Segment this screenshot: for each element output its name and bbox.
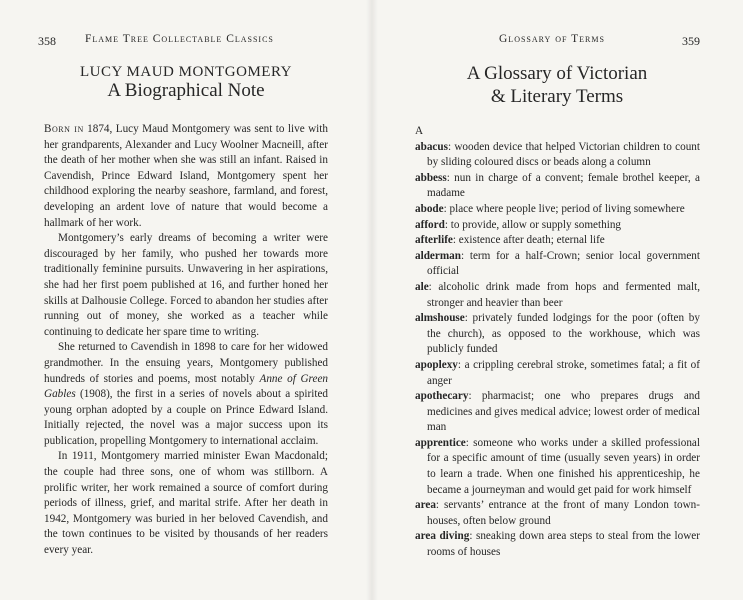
running-head-left: Flame Tree Collectable Classics <box>85 33 274 45</box>
book-title-italic: Anne of Green Gables <box>44 372 329 401</box>
paragraph: Montgomery’s early dreams of becoming a writer were discouraged by her family, who pushed her towards more traditionally feminine pursuits. Unwavering in her aspirations, she had her first poem published at 16, and further honed her skills at Dalhousie College. Forced to abandon her studies after running out of money, she worked as a teacher while continuing to dedicate her spare time to writing. <box>44 232 328 338</box>
gutter-shadow <box>366 0 378 600</box>
glossary-entry: apothecary: pharmacist; one who prepares drugs and medicines and gives medical advice; lowest order of medical man <box>415 390 700 434</box>
glossary-entry: abode: place where people live; period of living somewhere <box>415 202 685 215</box>
glossary-entry: apprentice: someone who works under a skilled professional for a specific amount of time (usually seven years) in order to learn a trade. When one finished his apprenticeship, he became a journeyman and would get paid for work himself <box>415 436 700 496</box>
glossary-letter-heading: A <box>415 125 424 137</box>
section-title: A Biographical Note <box>107 80 265 101</box>
glossary-entry: afterlife: existence after death; eternal life <box>415 234 605 247</box>
author-name: LUCY MAUD MONTGOMERY <box>80 64 292 80</box>
glossary-entry: area: servants’ entrance at the front of many London town-houses, often below ground <box>415 499 700 527</box>
lead-in: Born in <box>44 123 84 135</box>
glossary-title: A Glossary of Victorian & Literary Terms <box>466 63 648 107</box>
glossary-entry: ale: alcoholic drink made from hops and fermented malt, stronger and heavier than beer <box>415 280 700 309</box>
glossary-entry: afford: to provide, allow or supply something <box>415 218 622 231</box>
page-number-right: 359 <box>682 34 700 48</box>
paragraph: She returned to Cavendish in 1898 to care for her widowed grandmother. In the ensuing years, Montgomery published hundreds of stories and poems, most notably Anne of Green Gables (1908), the first in a series of novels about a spirited young orphan adopted by a couple on Prince Edward Island. Initially rejected, the novel was a major success upon its publication, propelling Montgomery to international acclaim. <box>44 341 329 447</box>
glossary-entry: abacus: wooden device that helped Victorian children to count by sliding coloured discs or beads along a column <box>415 140 700 169</box>
paragraph: Born in 1874, Lucy Maud Montgomery was sent to live with her grandparents, Alexander and Lucy Woolner Macneill, after the death of her mother when she was still an infant. Raised in Cavendish, Prince Edward Island, Montgomery spent her childhood exploring the nearby seashore, farmland, and forest, developing an ardent love of nature that would become a hallmark of her work. <box>44 123 328 229</box>
glossary-list <box>415 124 700 561</box>
glossary-entry: apoplexy: a crippling cerebral stroke, sometimes fatal; a fit of anger <box>415 358 700 387</box>
glossary-entry: almshouse: privately funded lodgings for the poor (often by the church), as opposed to the workhouse, which was publicly funded <box>415 312 700 356</box>
biography-text <box>44 122 328 559</box>
glossary-entry: alderman: term for a half-Crown; senior local government official <box>415 249 700 278</box>
running-head-right: Glossary of Terms <box>499 33 605 45</box>
paragraph: In 1911, Montgomery married minister Ewan Macdonald; the couple had three sons, one of whom was stillborn. A prolific writer, her work remained a source of comfort during periods of illness, grief, and marital strife. After her death in 1942, Montgomery was buried in her beloved Cavendish, and the town continues to be visited by thousands of her readers every year. <box>44 450 328 557</box>
glossary-entry: area diving: sneaking down area steps to steal from the lower rooms of houses <box>415 530 701 559</box>
glossary-entry: abbess: nun in charge of a convent; female brothel keeper, a madame <box>415 171 700 200</box>
page-number-left: 358 <box>38 34 56 48</box>
